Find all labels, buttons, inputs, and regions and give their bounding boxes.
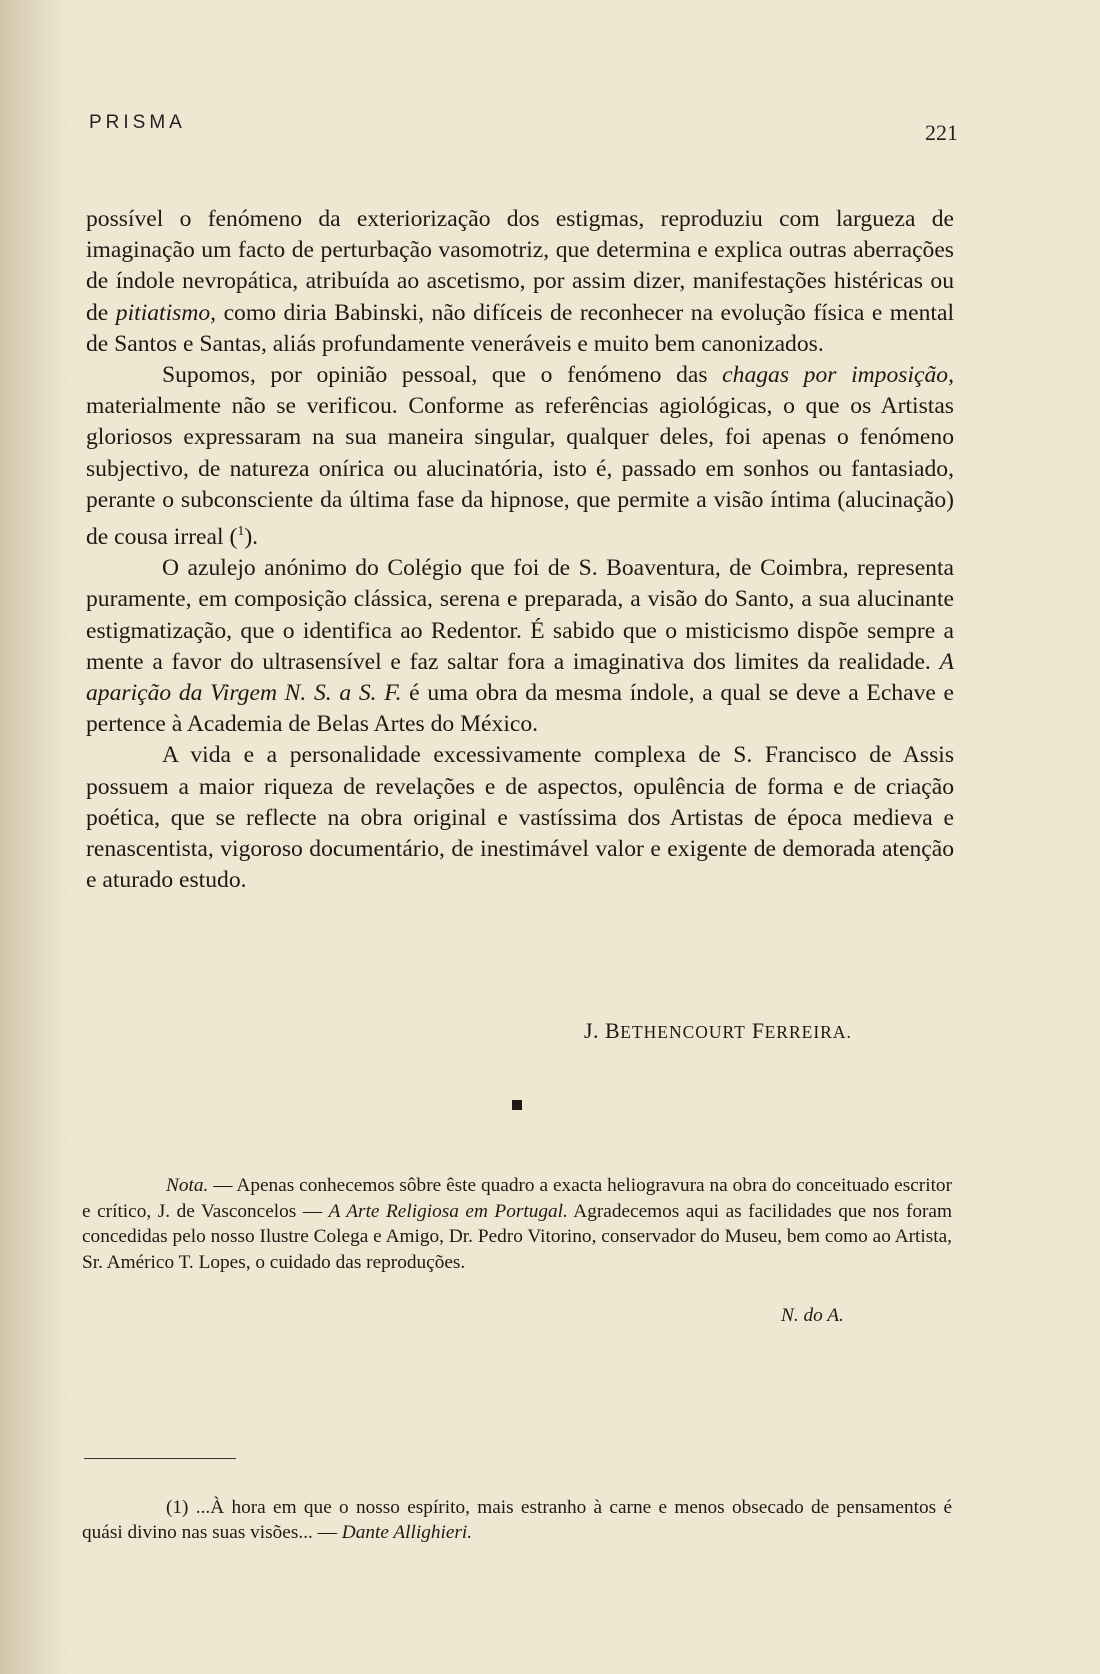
paragraph-1-text-end: como diria Babinski, não difíceis de reconhecer na evolução física e mental de Santos e Santas, aliás profundamente veneráveis e muito bem canonizados. (86, 299, 954, 357)
note-signature: N. do A. (781, 1305, 844, 1326)
author-note (82, 1173, 952, 1275)
footnote-text: ...À hora em que o nosso espírito, mais estranho à carne e menos obsecado de pensamentos é quási divino nas suas visões... — (82, 1497, 952, 1544)
paragraph-2 (86, 360, 954, 553)
footnote-paragraph (82, 1495, 952, 1546)
signature-surname: ERREIRA. (764, 1022, 852, 1042)
note-text: — Apenas conhecemos sôbre êste quadro a exacta heliogravura na obra do conceituado escritor e crítico, J. de Vasconcelos — (82, 1175, 952, 1222)
paragraph-1-italic: pitiatismo, (115, 299, 217, 326)
signature-first-name: ETHENCOURT (620, 1022, 746, 1042)
footnote-attribution: Dante Allighieri. (341, 1522, 473, 1544)
paragraph-3 (86, 553, 954, 740)
section-separator-square (512, 1100, 522, 1110)
paragraph-2-text-mid: materialmente não se verificou. Conforme as referências agiológicas, o que os Artistas gloriosos expressaram na sua maneira singular, qualquer deles, foi apenas o fenómeno subjectivo, de natureza onírica ou alucinatória, isto é, passado em sonhos ou fantasiado, perante o subconsciente da última fase da hipnose, que permite a visão íntima (alucinação) de cousa irreal ( (86, 393, 954, 550)
note-paragraph (82, 1173, 952, 1275)
signature-initial: J. B (584, 1018, 621, 1043)
footnote-divider (84, 1458, 236, 1459)
note-book-title: A Arte Religiosa em Portugal. (328, 1200, 568, 1222)
main-text (86, 204, 954, 896)
footnote-marker: (1) (166, 1497, 189, 1518)
note-label: Nota. (166, 1175, 209, 1196)
paragraph-4: A vida e a personalidade excessivamente complexa de S. Francisco de Assis possuem a maior riqueza de revelações e de aspectos, opulência de forma e de criação poética, que se reflecte na obra original e vastíssima dos Artistas de época medieva e renascentista, vigoroso documentário, de inestimável valor e exigente de demorada atenção e aturado estudo. (86, 742, 954, 894)
paragraph-2-italic: chagas por imposição, (722, 362, 954, 389)
signature-space: F (745, 1018, 765, 1043)
page-number: 221 (925, 120, 958, 145)
paragraph-2-text-end: ). (244, 523, 259, 550)
paragraph-1 (86, 204, 954, 360)
author-signature (584, 1018, 852, 1044)
paragraph-2-text: Supomos, por opinião pessoal, que o fenómeno das (162, 362, 723, 389)
paragraph-1-text: possível o fenómeno da exteriorização dos estigmas, reproduziu com largueza de imaginação um facto de perturbação vasomotriz, que determina e explica outras aberrações de índole nevropática, atribuída ao ascetismo, por assim dizer, manifestações histéricas ou de (86, 206, 954, 326)
footnote-reference[interactable]: 1 (237, 524, 245, 540)
paragraph-3-text-end: é uma obra da mesma índole, a qual se deve a Echave e pertence à Academia de Belas Artes do México. (86, 679, 954, 738)
paragraph-3-text: O azulejo anónimo do Colégio que foi de S. Boaventura, de Coimbra, representa puramente, em composição clássica, serena e preparada, a visão do Santo, a sua alucinante estigmatização, que o identifica ao Redentor. É sabido que o misticismo dispõe sempre a mente a favor do ultrasensível e faz saltar fora a imaginativa dos limites da realidade. (86, 555, 954, 675)
note-text-end: Agradecemos aqui as facilidades que nos foram concedidas pelo nosso Ilustre Colega e Amigo, Dr. Pedro Vitorino, conservador do Museu, bem como ao Artista, Sr. Américo T. Lopes, o cuidado das reproduções. (82, 1200, 952, 1273)
footnote (82, 1495, 952, 1546)
running-title: PRISMA (89, 112, 186, 133)
paragraph-3-italic: A aparição da Virgem N. S. a S. F. (86, 648, 954, 706)
